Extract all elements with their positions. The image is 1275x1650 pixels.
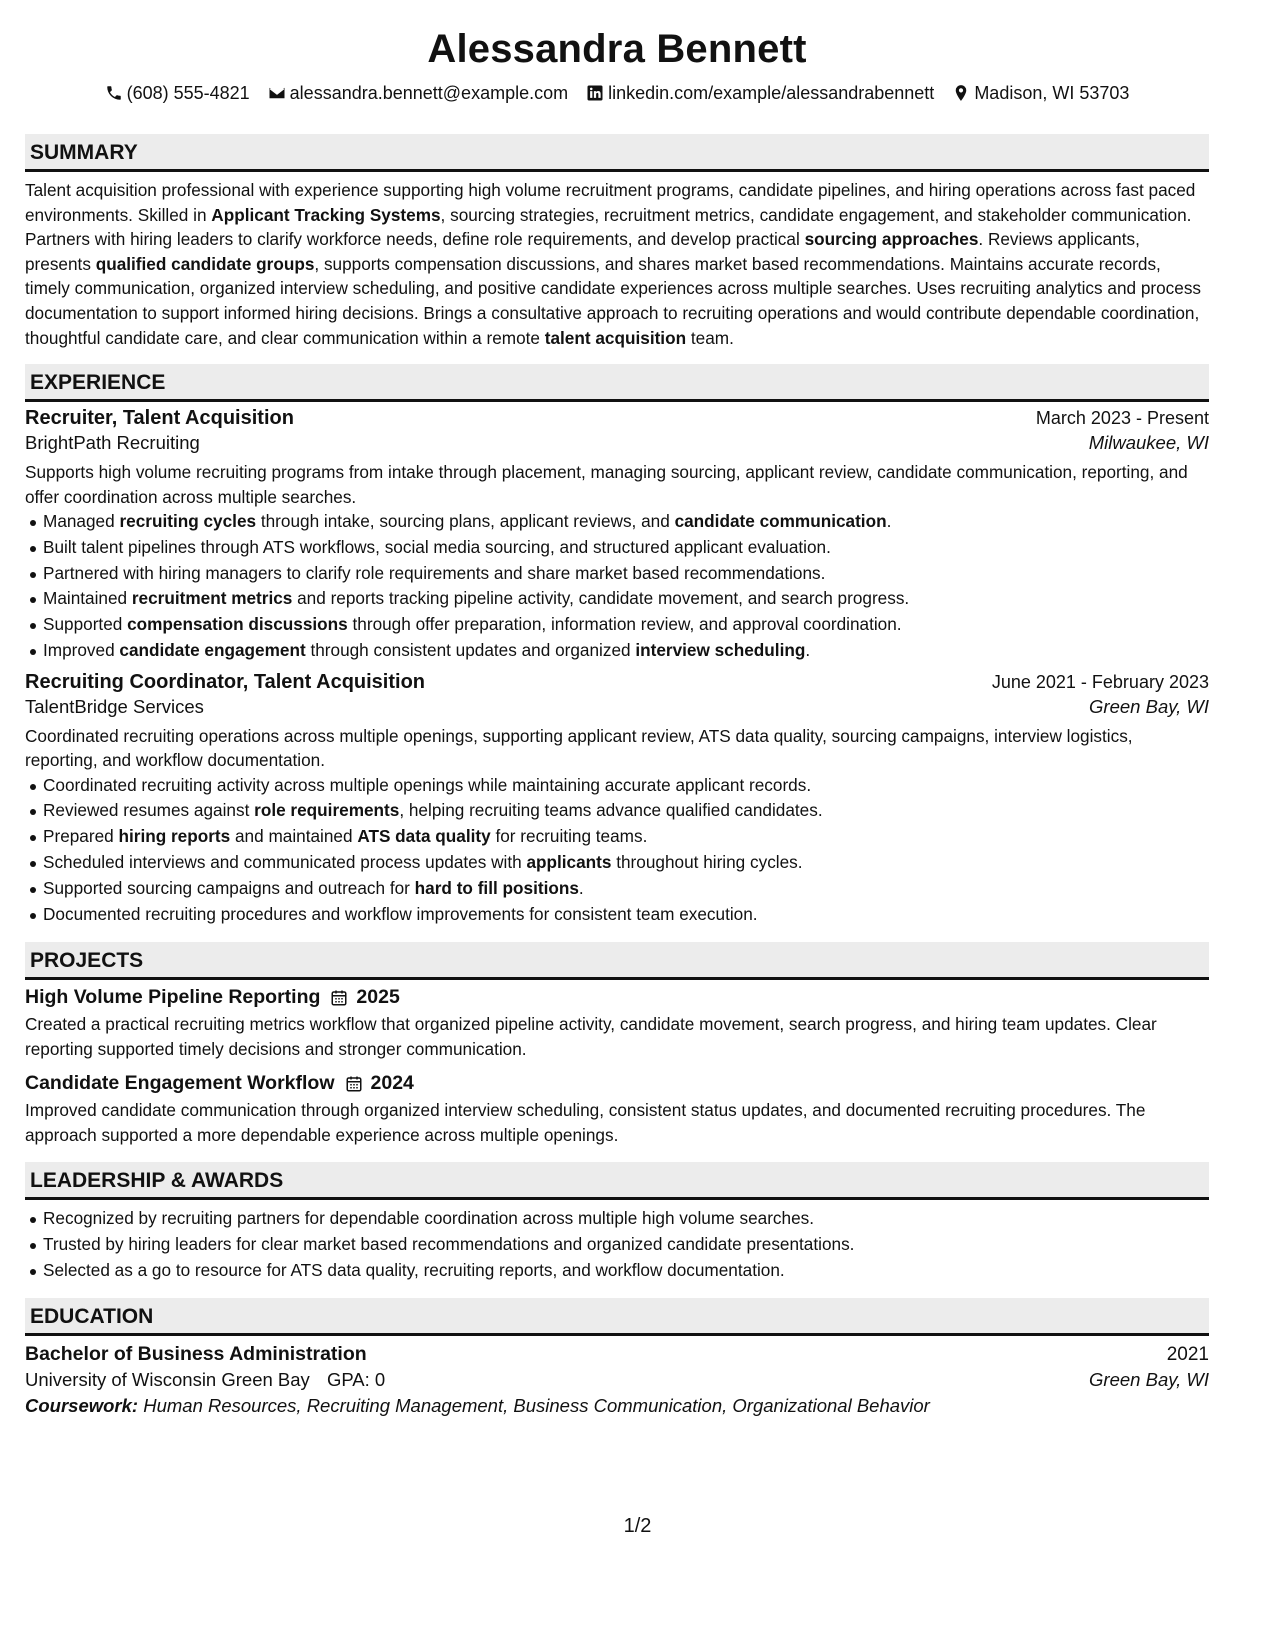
section-header-projects: PROJECTS [25,942,1209,980]
list-item: Scheduled interviews and communicated process updates with applicants throughout hiring cycles. [43,850,1209,876]
envelope-icon [268,84,286,102]
list-item: Documented recruiting procedures and workflow improvements for consistent team execution. [43,902,1209,928]
job-company: TalentBridge Services [25,695,204,717]
project-description: Improved candidate communication through organized interview scheduling, consistent status updates, and documented recruiting procedures. The approach supported a more dependable experience across multiple openings. [25,1100,1146,1145]
phone-text: (608) 555-4821 [126,82,250,103]
project-entry [25,986,1209,1061]
map-pin-icon [952,84,970,102]
list-item: Selected as a go to resource for ATS data quality, recruiting reports, and workflow documentation. [43,1258,1209,1284]
school-name: University of Wisconsin Green Bay [25,1369,310,1391]
list-item: Partnered with hiring managers to clarify role requirements and share market based recommendations. [43,561,1209,587]
gpa: GPA: 0 [326,1369,386,1391]
phone-icon [105,84,123,102]
contact-email[interactable] [268,83,568,104]
job-date: June 2021 - February 2023 [991,671,1209,692]
location-text: Madison, WI 53703 [974,82,1130,103]
coursework: Coursework: Human Resources, Recruiting Management, Business Communication, Organizational Behavior [25,1395,930,1417]
job-location: Green Bay, WI [1089,695,1209,717]
job-entry [25,407,1209,664]
list-item: Reviewed resumes against role requirements, helping recruiting teams advance qualified candidates. [43,798,1209,824]
contact-linkedin[interactable] [586,83,934,104]
linkedin-link[interactable]: linkedin.com/example/alessandrabennett [608,82,935,103]
project-title: High Volume Pipeline Reporting [25,986,321,1009]
section-header-experience: EXPERIENCE [25,364,1209,402]
job-company: BrightPath Recruiting [25,432,200,454]
candidate-name: Alessandra Bennett [427,27,807,71]
list-item: Prepared hiring reports and maintained ATS data quality for recruiting teams. [43,824,1209,850]
contact-location [952,83,1129,104]
calendar-icon [330,989,348,1007]
section-header-education: EDUCATION [25,1298,1209,1336]
list-item: Managed recruiting cycles through intake, sourcing plans, applicant reviews, and candidate communication. [43,509,1209,535]
job-bullets [25,773,1209,928]
job-description: Supports high volume recruiting programs from intake through placement, managing sourcing, applicant review, candidate communication, reporting, and offer coordination across multiple searches. [25,462,1188,507]
summary-text: Talent acquisition professional with experience supporting high volume recruitment programs, candidate pipelines, and hiring operations across fast paced environments. Skilled in Applicant Tracking Systems, sourcing strategies, recruitment metrics, candidate engagement, and stakeholder communication. Partners with hiring leaders to clarify workforce needs, define role requirements, and develop practical sourcing approaches. Reviews applicants, presents qualified candidate groups, supports compensation discussions, and shares market based recommendations. Maintains accurate records, timely communication, organized interview scheduling, and positive candidate experiences across multiple searches. Uses recruiting analytics and process documentation to support informed hiring decisions. Brings a consultative approach to recruiting operations and would contribute dependable coordination, thoughtful candidate care, and clear communication within a remote talent acquisition team. [25,180,1202,348]
project-title: Candidate Engagement Workflow [25,1072,335,1095]
calendar-icon [345,1075,363,1093]
job-description: Coordinated recruiting operations across multiple openings, supporting applicant review, ATS data quality, sourcing campaigns, interview logistics, reporting, and workflow documentation. [25,725,1133,771]
section-header-leadership: LEADERSHIP & AWARDS [25,1162,1209,1200]
list-item: Maintained recruitment metrics and reports tracking pipeline activity, candidate movement, and search progress. [43,586,1209,612]
list-item: Improved candidate engagement through consistent updates and organized interview scheduling. [43,638,1209,664]
job-title: Recruiting Coordinator, Talent Acquisition [25,670,426,693]
job-date: March 2023 - Present [1035,408,1209,429]
contact-bar [25,81,1209,105]
list-item: Trusted by hiring leaders for clear market based recommendations and organized candidate presentations. [43,1232,1209,1258]
project-description: Created a practical recruiting metrics workflow that organized pipeline activity, candidate movement, search progress, and hiring team updates. Clear reporting supported timely decisions and stronger communication. [25,1014,1157,1059]
school-location: Green Bay, WI [1089,1369,1209,1391]
list-item: Coordinated recruiting activity across multiple openings while maintaining accurate applicant records. [43,773,1209,799]
job-entry [25,671,1209,928]
leadership-list [25,1206,1209,1283]
degree: Bachelor of Business Administration [25,1343,367,1366]
list-item: Supported compensation discussions through offer preparation, information review, and approval coordination. [43,612,1209,638]
section-header-summary: SUMMARY [25,134,1209,172]
email-link[interactable]: alessandra.bennett@example.com [289,82,569,103]
linkedin-icon [586,84,604,102]
list-item: Built talent pipelines through ATS workflows, social media sourcing, and structured applicant evaluation. [43,535,1209,561]
job-title: Recruiter, Talent Acquisition [25,407,294,430]
job-bullets [25,509,1209,664]
project-entry [25,1072,1209,1147]
project-year: 2024 [370,1072,414,1095]
graduation-year: 2021 [1166,1344,1209,1366]
education-entry [25,1343,1209,1417]
project-year: 2025 [356,986,400,1009]
page-number: 1/2 [623,1515,652,1537]
contact-phone [105,83,250,104]
list-item: Supported sourcing campaigns and outreach for hard to fill positions. [43,876,1209,902]
job-location: Milwaukee, WI [1088,432,1209,454]
list-item: Recognized by recruiting partners for dependable coordination across multiple high volume searches. [43,1206,1209,1232]
